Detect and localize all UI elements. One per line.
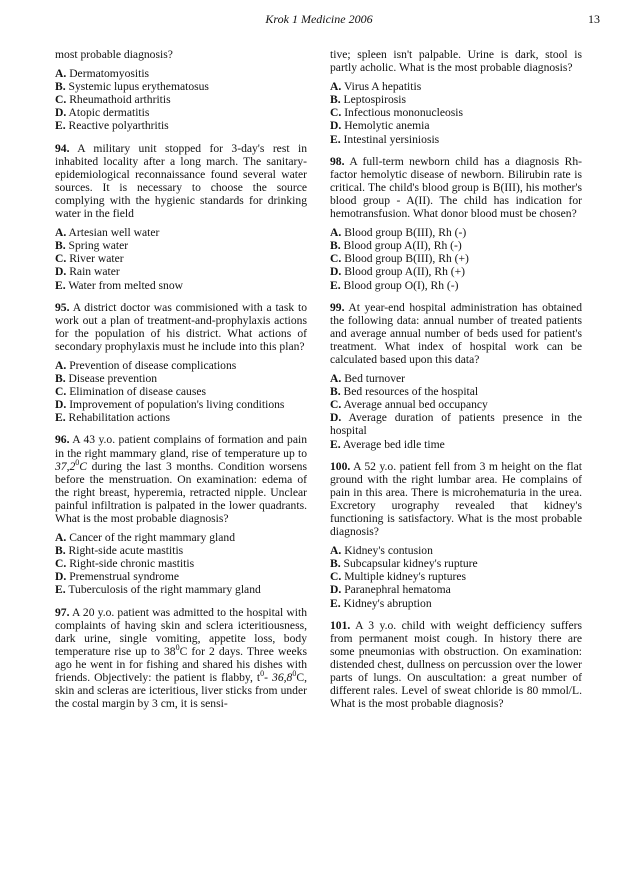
option-text: Kidney's contusion	[344, 544, 433, 558]
option-letter: C.	[55, 385, 67, 399]
option-letter: B.	[55, 544, 66, 558]
answer-option	[330, 398, 582, 411]
option-text: Hemolytic anemia	[344, 119, 430, 133]
option-letter: C.	[55, 93, 67, 107]
degree-sign: 0	[260, 669, 265, 679]
option-letter: B.	[55, 80, 66, 94]
answer-option	[330, 106, 582, 119]
option-letter: E.	[330, 278, 341, 292]
answer-option	[330, 133, 582, 146]
option-letter: D.	[330, 265, 342, 279]
option-letter: E.	[330, 132, 341, 146]
option-text: Bed resources of the hospital	[343, 385, 479, 399]
question-95	[55, 301, 307, 425]
option-letter: D.	[55, 265, 67, 279]
answer-options	[55, 226, 307, 291]
header-title: Krok 1 Medicine 2006	[265, 12, 373, 26]
right-column	[330, 48, 582, 716]
question-body-cont: C for 2 days. Three weeks ago he went in for fishing and shared his dishes with friends. Objectively: the patient is flabby, t	[55, 644, 307, 685]
option-text: Rehabilitation actions	[68, 411, 170, 425]
question-text	[55, 433, 307, 525]
answer-option	[55, 80, 307, 93]
option-text: Rain water	[69, 265, 120, 279]
answer-option	[55, 119, 307, 132]
question-text	[330, 155, 582, 220]
left-column	[55, 48, 307, 716]
option-letter: E.	[55, 583, 66, 597]
option-text: Blood group O(I), Rh (-)	[343, 278, 459, 292]
page-header	[0, 12, 638, 30]
answer-options	[55, 67, 307, 132]
answer-option	[330, 570, 582, 583]
answer-option	[330, 597, 582, 610]
option-letter: C.	[330, 398, 342, 412]
answer-option	[330, 93, 582, 106]
question-94	[55, 142, 307, 292]
option-text: Spring water	[68, 239, 129, 253]
question-text	[55, 301, 307, 353]
option-text: Improvement of population's living conditions	[69, 398, 285, 412]
option-text: Premenstrual syndrome	[69, 570, 179, 584]
answer-options	[330, 80, 582, 145]
answer-option	[330, 557, 582, 570]
question-body: A 43 y.o. patient complains of formation and pain in the right mammary gland, rise of temperature up to	[55, 433, 307, 460]
temperature-unit: C	[79, 459, 88, 473]
option-letter: E.	[330, 596, 341, 610]
answer-option	[55, 398, 307, 411]
answer-option	[55, 93, 307, 106]
question-body: A full-term newborn child has a diagnosis Rh-factor hemolytic disease of newborn. Bilirubin rate is critical. The child's blood group is B(III), his mother's blood group - A(II). The child has indication for hemotransfusion. What donor blood must be chosen?	[330, 154, 582, 221]
option-text: Average duration of patients presence in the hospital	[330, 411, 582, 438]
option-letter: E.	[330, 437, 341, 451]
temperature-value: 37,2	[55, 459, 76, 473]
option-text: River water	[69, 252, 124, 266]
question-body: A 3 y.o. child with weight defficiency suffers from permanent moist cough. In history there are some pneumonias with obstruction. On examination: distended chest, dullness on percussion over the lower parts of lungs. On auscultation: a great number of different rales. Level of sweat chloride is 80 mmol/L. What is the most probable diagnosis?	[330, 618, 582, 711]
option-text: Artesian well water	[68, 226, 160, 240]
question-body: A 20 y.o. patient was admitted to the hospital with complaints of having skin and sclera icteritiousness, dark urine, single vomiting, appetite loss, body temperature rise up to 38	[55, 605, 307, 658]
question-number: 100.	[330, 459, 351, 473]
answer-option	[330, 385, 582, 398]
answer-options	[330, 226, 582, 291]
question-text	[55, 142, 307, 221]
option-text: Leptospirosis	[343, 93, 407, 107]
answer-option	[55, 67, 307, 80]
answer-option	[55, 411, 307, 424]
answer-option	[330, 279, 582, 292]
option-text: Intestinal yersiniosis	[343, 132, 440, 146]
question-number: 94.	[55, 141, 70, 155]
temperature-value: - 36,8	[264, 671, 293, 685]
question-body-cont: during the last 3 months. Condition worsens before the menstruation. On examination: edema of the right breast, hyperemia, retracted nipple. Unclear painful infiltration is palpated in the lower quadrants. What is the most probable diagnosis?	[55, 459, 307, 525]
degree-sign: 0	[292, 669, 297, 679]
option-text: Rheumathoid arthritis	[69, 93, 171, 107]
answer-option	[330, 226, 582, 239]
answer-option	[55, 557, 307, 570]
option-letter: C.	[55, 557, 67, 571]
question-97-tail	[330, 48, 582, 146]
answer-option	[55, 239, 307, 252]
option-letter: A.	[55, 358, 67, 372]
question-98	[330, 155, 582, 292]
option-letter: A.	[330, 226, 342, 240]
option-text: Elimination of disease causes	[69, 385, 207, 399]
answer-option	[55, 359, 307, 372]
option-letter: B.	[55, 372, 66, 386]
answer-option	[55, 372, 307, 385]
option-letter: D.	[330, 583, 342, 597]
answer-options	[55, 359, 307, 424]
option-text: Systemic lupus erythematosus	[68, 80, 209, 94]
option-text: Prevention of disease complications	[69, 358, 237, 372]
answer-option	[330, 372, 582, 385]
option-letter: B.	[330, 557, 341, 571]
degree-sign: 0	[75, 457, 80, 467]
question-body: A district doctor was commisioned with a task to work out a plan of treatment-and-prophylaxis actions for the population of his district. What actions of secondary prophylaxis must he include into this plan?	[55, 300, 307, 353]
answer-options	[330, 372, 582, 451]
answer-options	[330, 544, 582, 609]
option-text: Water from melted snow	[68, 278, 183, 292]
option-letter: A.	[330, 544, 342, 558]
option-text: Average bed idle time	[342, 437, 445, 451]
answer-option	[55, 279, 307, 292]
option-letter: D.	[330, 411, 342, 425]
answer-option	[330, 265, 582, 278]
answer-option	[55, 531, 307, 544]
option-letter: D.	[55, 570, 67, 584]
question-number: 98.	[330, 154, 345, 168]
question-body: A military unit stopped for 3-day's rest in inhabited locality after a long march. The sanitary-epidemiological reconnaissance found several water sources. It is necessary to choose the source complying with the hygienic standards for drinking water in the field	[55, 141, 307, 221]
option-letter: B.	[330, 239, 341, 253]
question-number: 97.	[55, 605, 70, 619]
option-text: Blood group A(II), Rh (+)	[344, 265, 466, 279]
question-101	[330, 619, 582, 711]
option-letter: A.	[55, 226, 67, 240]
answer-option	[330, 119, 582, 132]
question-text	[330, 460, 582, 539]
option-letter: D.	[55, 398, 67, 412]
question-body: At year-end hospital administration has obtained the following data: annual number of treated patients and average annual number of beds used for patient's treatment. What index of hospital work can be calculated based upon this data?	[330, 300, 582, 366]
option-letter: A.	[55, 67, 67, 81]
answer-option	[330, 583, 582, 596]
option-text: Tuberculosis of the right mammary gland	[68, 583, 261, 597]
option-letter: B.	[330, 93, 341, 107]
option-text: Disease prevention	[68, 372, 158, 386]
answer-option	[330, 239, 582, 252]
question-96	[55, 433, 307, 596]
option-letter: E.	[55, 278, 66, 292]
option-text: Right-side chronic mastitis	[69, 557, 195, 571]
option-text: Virus A hepatitis	[343, 80, 422, 94]
option-text: Reactive polyarthritis	[68, 119, 169, 133]
option-letter: B.	[330, 385, 341, 399]
answer-option	[330, 80, 582, 93]
question-97	[55, 606, 307, 711]
option-letter: C.	[330, 106, 342, 120]
answer-option	[55, 570, 307, 583]
option-letter: D.	[330, 119, 342, 133]
option-text: Infectious mononucleosis	[344, 106, 464, 120]
answer-option	[55, 226, 307, 239]
option-letter: E.	[55, 119, 66, 133]
option-text: Kidney's abruption	[343, 596, 432, 610]
answer-option	[330, 438, 582, 451]
option-letter: E.	[55, 411, 66, 425]
question-body: A 52 y.o. patient fell from 3 m height on the flat ground with the right lumbar area. He complains of pain in this area. There is microhematuria in the urea. Excretory urography revealed that kidney's functioning is satisfactory. What is the most probable diagnosis?	[330, 459, 582, 539]
question-number: 101.	[330, 618, 351, 632]
answer-option	[330, 252, 582, 265]
answer-option	[55, 265, 307, 278]
answer-option	[55, 583, 307, 596]
answer-options	[55, 531, 307, 596]
question-text: most probable diagnosis?	[55, 48, 173, 61]
question-number: 95.	[55, 300, 70, 314]
option-letter: A.	[55, 531, 67, 545]
question-body-end: C, skin and scleras are icteritious, liver sticks from under the costal margin by 3 cm, it is sensi-	[55, 671, 307, 711]
option-letter: A.	[330, 80, 342, 94]
option-letter: C.	[55, 252, 67, 266]
option-text: Bed turnover	[344, 372, 406, 386]
question-text	[330, 301, 582, 366]
page-number: 13	[588, 12, 600, 26]
option-letter: A.	[330, 372, 342, 386]
option-letter: C.	[330, 252, 342, 266]
option-text: Atopic dermatitis	[68, 106, 150, 120]
option-text: Multiple kidney's ruptures	[344, 570, 467, 584]
option-letter: C.	[330, 570, 342, 584]
answer-option	[55, 385, 307, 398]
answer-option	[330, 411, 582, 437]
option-text: Average annual bed occupancy	[343, 398, 488, 412]
question-93-tail	[55, 48, 307, 133]
option-text: Blood group B(III), Rh (+)	[344, 252, 469, 266]
option-letter: B.	[55, 239, 66, 253]
question-number: 99.	[330, 300, 345, 314]
answer-option	[330, 544, 582, 557]
question-number: 96.	[55, 433, 70, 447]
question-99	[330, 301, 582, 451]
answer-option	[55, 544, 307, 557]
option-text: Dermatomyositis	[69, 67, 150, 81]
option-text: Cancer of the right mammary gland	[69, 531, 235, 545]
option-text: Subcapsular kidney's rupture	[343, 557, 478, 571]
degree-sign: 0	[175, 642, 180, 652]
question-100	[330, 460, 582, 610]
question-text	[330, 619, 582, 711]
option-text: Right-side acute mastitis	[68, 544, 184, 558]
question-text	[55, 606, 307, 711]
option-text: Blood group B(III), Rh (-)	[344, 226, 467, 240]
option-letter: D.	[55, 106, 67, 120]
answer-option	[55, 252, 307, 265]
option-text: Blood group A(II), Rh (-)	[343, 239, 462, 253]
question-text: tive; spleen isn't palpable. Urine is dark, stool is partly acholic. What is the most probable diagnosis?	[330, 48, 582, 75]
option-text: Paranephral hematoma	[344, 583, 451, 597]
answer-option	[55, 106, 307, 119]
